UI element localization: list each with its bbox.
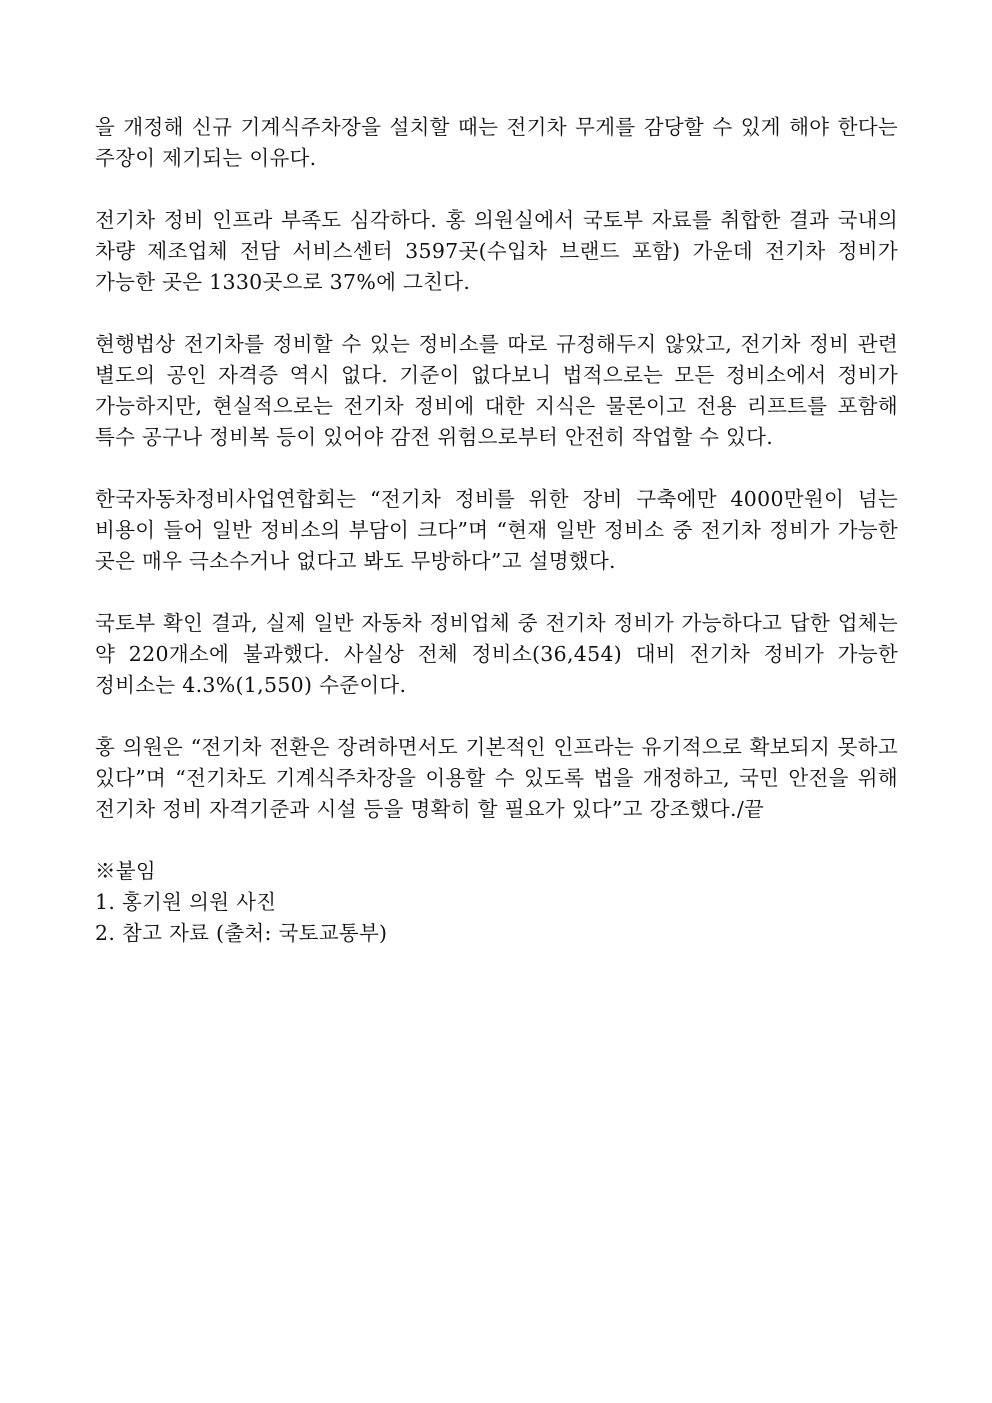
attachment-item-reference: 2. 참고 자료 (출처: 국토교통부)	[95, 921, 388, 945]
paragraph-repair-infrastructure: 전기차 정비 인프라 부족도 심각하다. 홍 의원실에서 국토부 자료를 취합한 결과 국내의 차량 제조업체 전담 서비스센터 3597곳(수입차 브랜드 포함) 가운데 전기차 정비가 가능한 곳은 1330곳으로 37%에 그친다.	[95, 208, 898, 294]
paragraph-ministry-findings: 국토부 확인 결과, 실제 일반 자동차 정비업체 중 전기차 정비가 가능하다고 답한 업체는 약 220개소에 불과했다. 사실상 전체 정비소(36,454) 대비 전기차 정비가 가능한 정비소는 4.3%(1,550) 수준이다.	[95, 611, 898, 697]
paragraph-lawmaker-statement: 홍 의원은 “전기차 전환은 장려하면서도 기본적인 인프라는 유기적으로 확보되지 못하고 있다”며 “전기차도 기계식주차장을 이용할 수 있도록 법을 개정하고, 국민 안전을 위해 전기차 정비 자격기준과 시설 등을 명확히 할 필요가 있다”고 강조했다./끝	[95, 735, 898, 821]
attachments-heading: ※붙임	[95, 859, 157, 883]
paragraph-mechanical-parking-law: 을 개정해 신규 기계식주차장을 설치할 때는 전기차 무게를 감당할 수 있게 해야 한다는 주장이 제기되는 이유다.	[95, 115, 898, 170]
paragraph-association-quote: 한국자동차정비사업연합회는 “전기차 정비를 위한 장비 구축에만 4000만원이 넘는 비용이 들어 일반 정비소의 부담이 크다”며 “현재 일반 정비소 중 전기차 정비가 가능한 곳은 매우 극소수거나 없다고 봐도 무방하다”고 설명했다.	[95, 487, 898, 573]
paragraph-current-law: 현행법상 전기차를 정비할 수 있는 정비소를 따로 규정해두지 않았고, 전기차 정비 관련 별도의 공인 자격증 역시 없다. 기준이 없다보니 법적으로는 모든 정비소에서 정비가 가능하지만, 현실적으로는 전기차 정비에 대한 지식은 물론이고 전용 리프트를 포함해 특수 공구나 정비복 등이 있어야 감전 위험으로부터 안전히 작업할 수 있다.	[95, 332, 898, 449]
attachments-section	[95, 856, 898, 949]
attachment-item-photo: 1. 홍기원 의원 사진	[95, 890, 277, 914]
document-body	[95, 112, 898, 949]
